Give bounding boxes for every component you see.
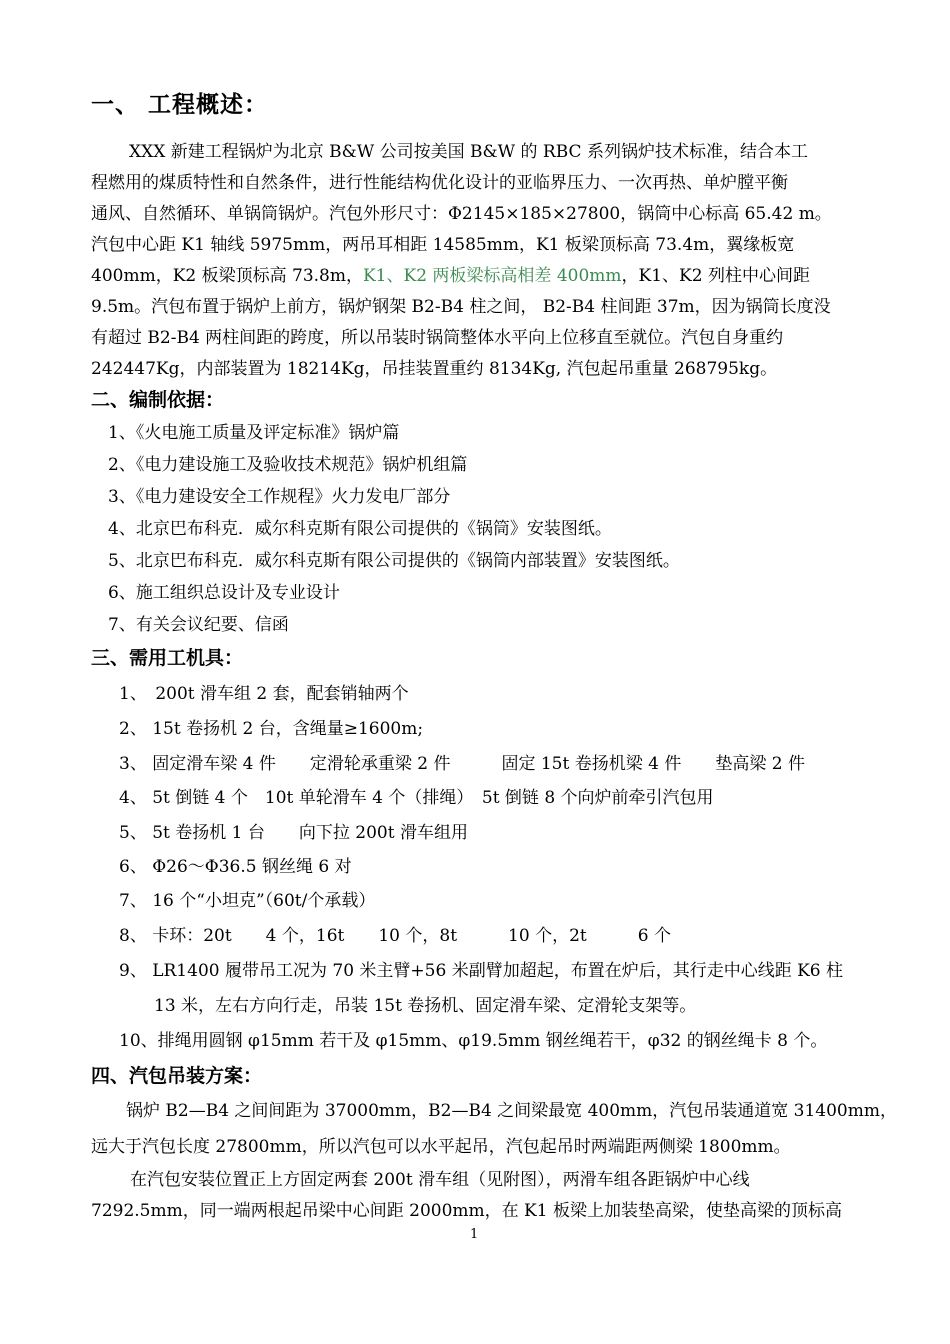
tool-item: 4、 5t 倒链 4 个 10t 单轮滑车 4 个（排绳） 5t 倒链 8 个向炉前牵引汽包用 (119, 788, 714, 808)
basis-item: 5、北京巴布科克．威尔科克斯有限公司提供的《锅筒内部装置》安装图纸。 (108, 551, 680, 571)
tool-item: 10、排绳用圆钢 φ15mm 若干及 φ15mm、φ19.5mm 钢丝绳若干，φ32 的钢丝绳卡 8 个。 (119, 1031, 828, 1051)
tool-item-continuation: 13 米，左右方向行走，吊装 15t 卷扬机、固定滑车梁、定滑轮支架等。 (154, 996, 697, 1016)
section-3-heading: 三、需用工机具： (91, 647, 244, 669)
paragraph-line (91, 261, 810, 286)
paragraph-line: 在汽包安装位置正上方固定两套 200t 滑车组（见附图），两滑车组各距锅炉中心线 (130, 1170, 750, 1190)
paragraph-text: ，K1、K2 列柱中心间距 (621, 266, 810, 286)
paragraph-line: 9.5m。汽包布置于锅炉上前方，锅炉钢架 B2-B4 柱之间， B2-B4 柱间距 37m，因为锅筒长度没 (91, 297, 831, 317)
basis-item: 1、《火电施工质量及评定标准》锅炉篇 (108, 423, 400, 443)
paragraph-line: 程燃用的煤质特性和自然条件，进行性能结构优化设计的亚临界压力、一次再热、单炉膛平衡 (91, 173, 788, 193)
paragraph-line: 汽包中心距 K1 轴线 5975mm，两吊耳相距 14585mm，K1 板梁顶标高 73.4m，翼缘板宽 (91, 235, 795, 255)
basis-item: 3、《电力建设安全工作规程》火力发电厂部分 (108, 487, 451, 507)
basis-item: 4、北京巴布科克．威尔科克斯有限公司提供的《锅筒》安装图纸。 (108, 519, 612, 539)
paragraph-line: 7292.5mm，同一端两根起吊梁中心间距 2000mm，在 K1 板梁上加装垫高梁，使垫高梁的顶标高 (91, 1201, 842, 1221)
highlighted-text: K1、K2 两板梁标高相差 400mm (362, 266, 622, 286)
paragraph-line: 锅炉 B2—B4 之间间距为 37000mm，B2—B4 之间梁最宽 400mm，汽包吊装通道宽 31400mm， (126, 1101, 897, 1121)
tool-item: 6、 Φ26～Φ36.5 钢丝绳 6 对 (119, 857, 352, 877)
tool-item: 3、 固定滑车梁 4 件 定滑轮承重梁 2 件 固定 15t 卷扬机梁 4 件 垫高梁 2 件 (119, 754, 805, 774)
tool-item: 2、 15t 卷扬机 2 台，含绳量≥1600m; (119, 719, 424, 739)
paragraph-line: 242447Kg，内部装置为 18214Kg，吊挂装置重约 8134Kg, 汽包起吊重量 268795kg。 (91, 359, 778, 379)
page-number: 1 (470, 1227, 479, 1242)
paragraph-line: 远大于汽包长度 27800mm，所以汽包可以水平起吊，汽包起吊时两端距两侧梁 1800mm。 (91, 1137, 791, 1157)
paragraph-line: 通风、自然循环、单锅筒锅炉。汽包外形尺寸：Φ2145×185×27800，锅筒中心标高 65.42 m。 (91, 204, 832, 224)
section-2-heading: 二、编制依据： (91, 389, 225, 411)
section-4-heading: 四、汽包吊装方案： (91, 1065, 263, 1087)
tool-item: 8、 卡环：20t 4 个，16t 10 个，8t 10 个，2t 6 个 (119, 926, 671, 946)
basis-item: 6、施工组织总设计及专业设计 (108, 583, 340, 603)
basis-item: 7、有关会议纪要、信函 (108, 615, 289, 635)
section-1-heading: 一、 工程概述： (91, 92, 269, 118)
tool-item: 9、 LR1400 履带吊工况为 70 米主臂+56 米副臂加超起，布置在炉后，其行走中心线距 K6 柱 (119, 961, 844, 981)
paragraph-text: 400mm，K2 板梁顶标高 73.8m， (91, 266, 363, 286)
paragraph-line: 有超过 B2-B4 两柱间距的跨度，所以吊装时锅筒整体水平向上位移直至就位。汽包自身重约 (91, 328, 784, 348)
tool-item: 5、 5t 卷扬机 1 台 向下拉 200t 滑车组用 (119, 823, 468, 843)
tool-item: 7、 16 个“小坦克”（60t/个承载） (119, 891, 376, 911)
tool-item: 1、 200t 滑车组 2 套，配套销轴两个 (119, 684, 409, 704)
basis-item: 2、《电力建设施工及验收技术规范》锅炉机组篇 (108, 455, 468, 475)
paragraph-line: XXX 新建工程锅炉为北京 B&W 公司按美国 B&W 的 RBC 系列锅炉技术标准，结合本工 (129, 142, 808, 162)
